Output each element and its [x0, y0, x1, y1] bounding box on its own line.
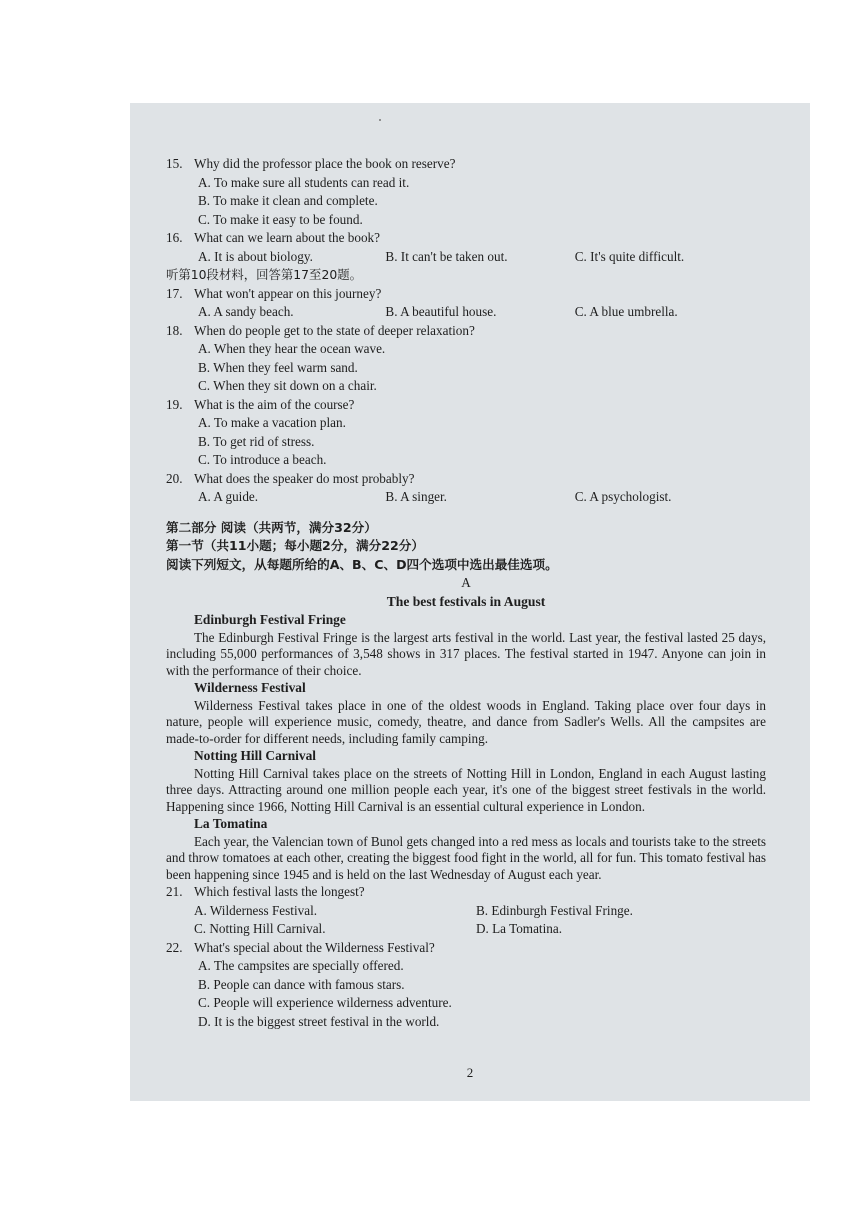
question-15 [166, 155, 766, 174]
section-instruction: 听第10段材料，回答第17至20题。 [166, 267, 362, 282]
question-21 [166, 883, 766, 902]
option-c: C. A psychologist. [574, 489, 672, 504]
question-number: 16. [166, 230, 183, 245]
section-heading: 第一节（共11小题；每小题2分，满分22分） [166, 538, 424, 553]
question-19 [166, 396, 766, 415]
option-a: A. To make sure all students can read it. [198, 174, 410, 190]
festival-heading: Edinburgh Festival Fringe [194, 612, 346, 627]
question-text: When do people get to the state of deeper relaxation? [194, 322, 475, 338]
page-number: 2 [466, 1065, 474, 1080]
passage-title: The best festivals in August [386, 593, 546, 609]
options-row [166, 488, 766, 507]
option-c: C. It's quite difficult. [574, 248, 685, 264]
question-text: What does the speaker do most probably? [194, 470, 415, 486]
option-a: A. The campsites are specially offered. [198, 958, 404, 973]
option-b: B. A beautiful house. [385, 304, 497, 319]
option-a: A. When they hear the ocean wave. [198, 341, 386, 356]
question-text: Which festival lasts the longest? [194, 884, 365, 899]
option-a: A. A sandy beach. [198, 304, 294, 319]
options-grid [166, 902, 766, 939]
question-22 [166, 939, 766, 958]
question-number: 15. [166, 156, 183, 171]
festival-heading: La Tomatina [194, 816, 268, 831]
option-b: B. It can't be taken out. [385, 248, 508, 264]
question-18 [166, 322, 766, 341]
festival-paragraph: Wilderness Festival takes place in one of the oldest woods in England. Taking place over four days in nature, people will experience music, comedy, theatre, and dance from Sadler's Wells. All the campsites are made-to-order for different needs, including family camping. [166, 697, 766, 746]
option-c: C. To introduce a beach. [198, 452, 327, 467]
option-b: B. When they feel warm sand. [198, 359, 358, 375]
question-16 [166, 229, 766, 248]
option-b: B. Edinburgh Festival Fringe. [476, 902, 633, 918]
question-text: What can we learn about the book? [194, 230, 381, 245]
question-17 [166, 285, 766, 304]
festival-paragraph: Notting Hill Carnival takes place on the streets of Notting Hill in London, England in each August lasting three days. Attracting around one million people each year, it's one of the biggest street festivals in the world. Happening since 1966, Notting Hill Carnival is an essential cultural experience in London. [166, 765, 766, 814]
question-text: Why did the professor place the book on reserve? [194, 156, 456, 171]
question-number: 19. [166, 396, 183, 412]
festival-paragraph: The Edinburgh Festival Fringe is the largest arts festival in the world. Last year, the festival lasted 25 days, including 55,000 performances of 3,548 shows in 317 places. The festival started in 1947. Anyone can join in with the performance of their choice. [166, 629, 766, 678]
question-number: 21. [166, 884, 183, 899]
speck [379, 119, 381, 121]
option-d: D. It is the biggest street festival in the world. [198, 1013, 440, 1029]
part-heading: 第二部分 阅读（共两节，满分32分） [166, 519, 377, 535]
option-a: A. It is about biology. [198, 248, 313, 264]
options-row [166, 303, 766, 322]
option-b: B. People can dance with famous stars. [198, 976, 405, 992]
question-20 [166, 470, 766, 489]
question-text: What won't appear on this journey? [194, 285, 382, 301]
options-row [166, 248, 766, 267]
option-b: B. To make it clean and complete. [198, 193, 378, 208]
option-a: A. Wilderness Festival. [194, 902, 318, 918]
option-c: C. Notting Hill Carnival. [194, 921, 326, 936]
option-b: B. To get rid of stress. [198, 433, 315, 449]
question-number: 20. [166, 470, 183, 486]
option-c: C. A blue umbrella. [574, 304, 678, 319]
option-c: C. To make it easy to be found. [198, 211, 363, 227]
option-c: C. When they sit down on a chair. [198, 378, 377, 393]
option-c: C. People will experience wilderness adventure. [198, 995, 452, 1010]
option-a: A. To make a vacation plan. [198, 415, 346, 430]
option-d: D. La Tomatina. [476, 921, 562, 936]
festival-heading: Wilderness Festival [194, 680, 306, 695]
passage-letter: A [461, 575, 471, 590]
exam-page [130, 103, 810, 1101]
reading-instruction: 阅读下列短文，从每题所给的A、B、C、D四个选项中选出最佳选项。 [166, 556, 558, 572]
option-a: A. A guide. [198, 489, 259, 504]
question-number: 22. [166, 939, 183, 955]
question-text: What is the aim of the course? [194, 396, 355, 412]
question-number: 17. [166, 285, 183, 301]
question-number: 18. [166, 322, 183, 338]
festival-paragraph: Each year, the Valencian town of Bunol gets changed into a red mess as locals and tourists take to the streets and throw tomatoes at each other, creating the biggest food fight in the world, all for fun. This tomato festival has been happening since 1945 and is held on the last Wednesday of August each year. [166, 833, 766, 882]
page-content [166, 155, 766, 1031]
option-b: B. A singer. [385, 489, 447, 504]
question-text: What's special about the Wilderness Festival? [194, 939, 435, 955]
festival-heading: Notting Hill Carnival [194, 748, 317, 763]
